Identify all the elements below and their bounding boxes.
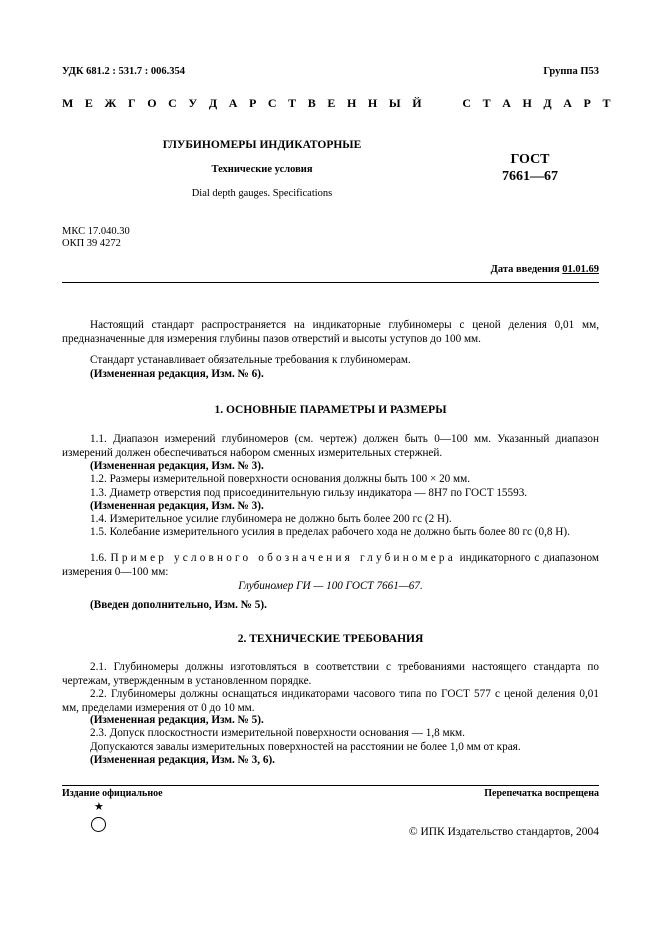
udk-code: УДК 681.2 : 531.7 : 006.354	[62, 66, 185, 77]
star-icon: ★	[94, 801, 104, 813]
clause-1-6-number: 1.6.	[90, 552, 107, 564]
clause-1-3-change: (Измененная редакция, Изм. № 3).	[90, 500, 264, 512]
clause-2-2-change: (Измененная редакция, Изм. № 5).	[90, 714, 264, 726]
clause-1-3: 1.3. Диаметр отверстия под присоединительную гильзу индикатора — 8Н7 по ГОСТ 15593.	[90, 487, 528, 499]
document-title: ГЛУБИНОМЕРЫ ИНДИКАТОРНЫЕ	[162, 139, 362, 151]
english-title: Dial depth gauges. Specifications	[191, 188, 333, 199]
clause-2-3-change: (Измененная редакция, Изм. № 3, 6).	[90, 754, 275, 766]
gost-number: 7661—67	[502, 169, 558, 184]
clause-1-6	[62, 551, 599, 579]
clause-2-2: 2.2. Глубиномеры должны оснащаться индикаторами часового типа по ГОСТ 577 с ценой деления 0,01 мм, пределами измерения от 0 до 10 мм.	[62, 688, 599, 714]
official-edition: Издание официальное	[62, 788, 163, 799]
intro-paragraph-2: Стандарт устанавливает обязательные требования к глубиномерам.	[90, 354, 411, 366]
designation-example: Глубиномер ГИ — 100 ГОСТ 7661—67.	[238, 580, 423, 592]
section-2-title: 2. ТЕХНИЧЕСКИЕ ТРЕБОВАНИЯ	[237, 633, 424, 645]
clause-1-6-rest: индикаторного с диапазоном измерения 0—100 мм:	[62, 552, 599, 578]
reprint-notice: Перепечатка воспрещена	[484, 788, 599, 799]
clause-1-6-change: (Введен дополнительно, Изм. № 5).	[90, 599, 267, 611]
clause-1-4: 1.4. Измерительное усилие глубиномера не должно быть более 200 гс (2 Н).	[90, 513, 452, 525]
section-1-title: 1. ОСНОВНЫЕ ПАРАМЕТРЫ И РАЗМЕРЫ	[214, 404, 447, 416]
intro-date-value: 01.01.69	[562, 264, 599, 275]
document-subtitle: Технические условия	[211, 164, 313, 175]
clause-1-5: 1.5. Колебание измерительного усилия в пределах рабочего хода не должно быть более 80 гс (0,8 Н).	[90, 526, 570, 538]
intro-change-note: (Измененная редакция, Изм. № 6).	[90, 368, 264, 380]
intro-date	[491, 264, 599, 275]
standard-banner: М Е Ж Г О С У Д А Р С Т В Е Н Н Ы Й С Т А Н Д А Р Т	[62, 96, 615, 110]
okp-code: ОКП 39 4272	[62, 238, 121, 249]
copyright: © ИПК Издательство стандартов, 2004	[408, 826, 599, 838]
clause-1-2: 1.2. Размеры измерительной поверхности основания должны быть 100 × 20 мм.	[90, 473, 471, 485]
intro-paragraph: Настоящий стандарт распространяется на индикаторные глубиномеры с ценой деления 0,01 мм, предназначенные для измерения глубины пазов отверстий и высоты уступов до 100 мм.	[62, 319, 599, 345]
clause-2-1: 2.1. Глубиномеры должны изготовляться в соответствии с требованиями настоящего стандарта по чертежам, утвержденным в установленном порядке.	[62, 661, 599, 687]
clause-1-1-change: (Измененная редакция, Изм. № 3).	[90, 460, 264, 472]
clause-2-3: 2.3. Допуск плоскостности измерительной поверхности основания — 1,8 мкм.	[90, 727, 465, 739]
gost-label: ГОСТ	[510, 152, 550, 167]
mks-code: МКС 17.040.30	[62, 226, 130, 237]
clause-2-3-note: Допускаются завалы измерительных поверхностей на расстоянии не более 1,0 мм от края.	[90, 741, 521, 753]
intro-date-label: Дата введения	[490, 264, 560, 275]
group-code: Группа П53	[543, 66, 599, 77]
circle-icon	[91, 817, 106, 832]
clause-1-1: 1.1. Диапазон измерений глубиномеров (см. чертеж) должен быть 0—100 мм. Указанный диапазон измерений должен обеспечиваться набором сменных измерительных стержней.	[62, 433, 599, 459]
clause-1-6-spaced-text: Пример условного обозначения глубиномера	[110, 552, 456, 564]
top-divider	[62, 282, 599, 283]
footer-divider	[62, 785, 599, 786]
